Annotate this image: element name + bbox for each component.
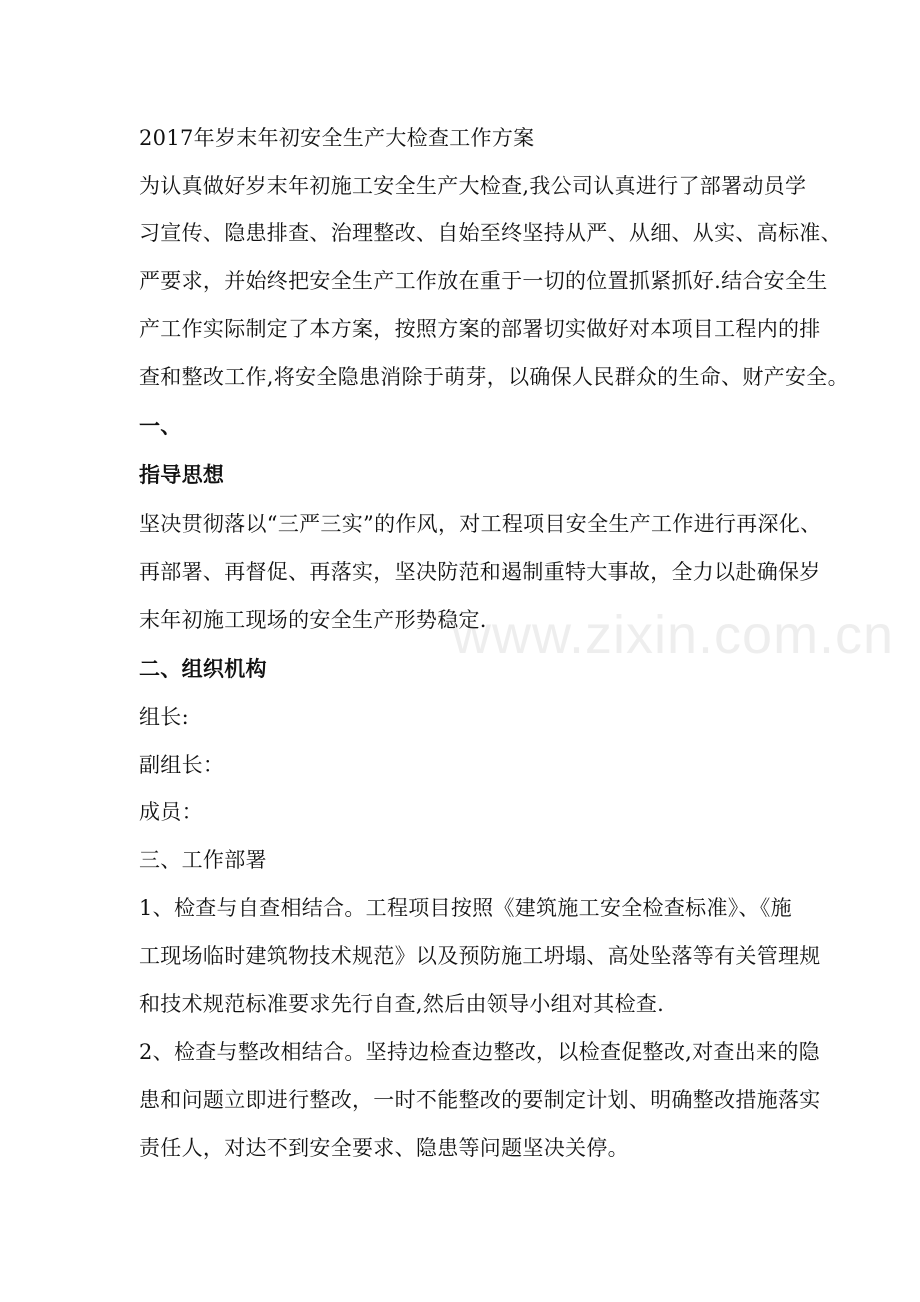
paragraph-line: 为认真做好岁末年初施工安全生产大检查,我公司认真进行了部署动员学 <box>139 174 807 198</box>
field-label: 副组长： <box>139 753 225 777</box>
paragraph-line: 工现场临时建筑物技术规范》以及预防施工坍塌、高处坠落等有关管理规 <box>139 944 821 968</box>
paragraph-line: 查和整改工作,将安全隐患消除于萌芽，以确保人民群众的生命、财产安全。 <box>139 365 849 389</box>
watermark: www.zixin.com.cn <box>452 605 895 665</box>
paragraph-line: 1、检查与自查相结合。工程项目按照《建筑施工安全检查标准》、《施 <box>139 896 792 920</box>
paragraph-line: 责任人，对达不到安全要求、隐患等问题坚决关停。 <box>139 1136 629 1160</box>
paragraph-line: 习宣传、隐患排查、治理整改、自始至终坚持从严、从细、从实、高标准、 <box>139 221 842 245</box>
paragraph-line: 2、检查与整改相结合。坚持边检查边整改，以检查促整改,对查出来的隐 <box>139 1040 820 1064</box>
document-title: 2017年岁末年初安全生产大检查工作方案 <box>139 126 535 150</box>
field-label: 成员： <box>139 800 203 824</box>
paragraph-line: 严要求，并始终把安全生产工作放在重于一切的位置抓紧抓好.结合安全生 <box>139 269 828 293</box>
paragraph-line: 坚决贯彻落以“三严三实”的作风，对工程项目安全生产工作进行再深化、 <box>139 512 822 536</box>
paragraph-line: 再部署、再督促、再落实，坚决防范和遏制重特大事故，全力以赴确保岁 <box>139 560 821 584</box>
paragraph-line: 患和问题立即进行整改，一时不能整改的要制定计划、明确整改措施落实 <box>139 1088 821 1112</box>
section-heading: 三、工作部署 <box>139 848 267 872</box>
section-heading: 二、组织机构 <box>139 657 267 681</box>
section-heading: 指导思想 <box>139 463 225 487</box>
paragraph-line: 末年初施工现场的安全生产形势稳定. <box>139 608 487 632</box>
paragraph-line: 和技术规范标准要求先行自查,然后由领导小组对其检查. <box>139 992 665 1016</box>
section-number: 一、 <box>139 414 182 438</box>
paragraph-line: 产工作实际制定了本方案，按照方案的部署切实做好对本项目工程内的排 <box>139 317 821 341</box>
field-label: 组长: <box>139 705 189 729</box>
